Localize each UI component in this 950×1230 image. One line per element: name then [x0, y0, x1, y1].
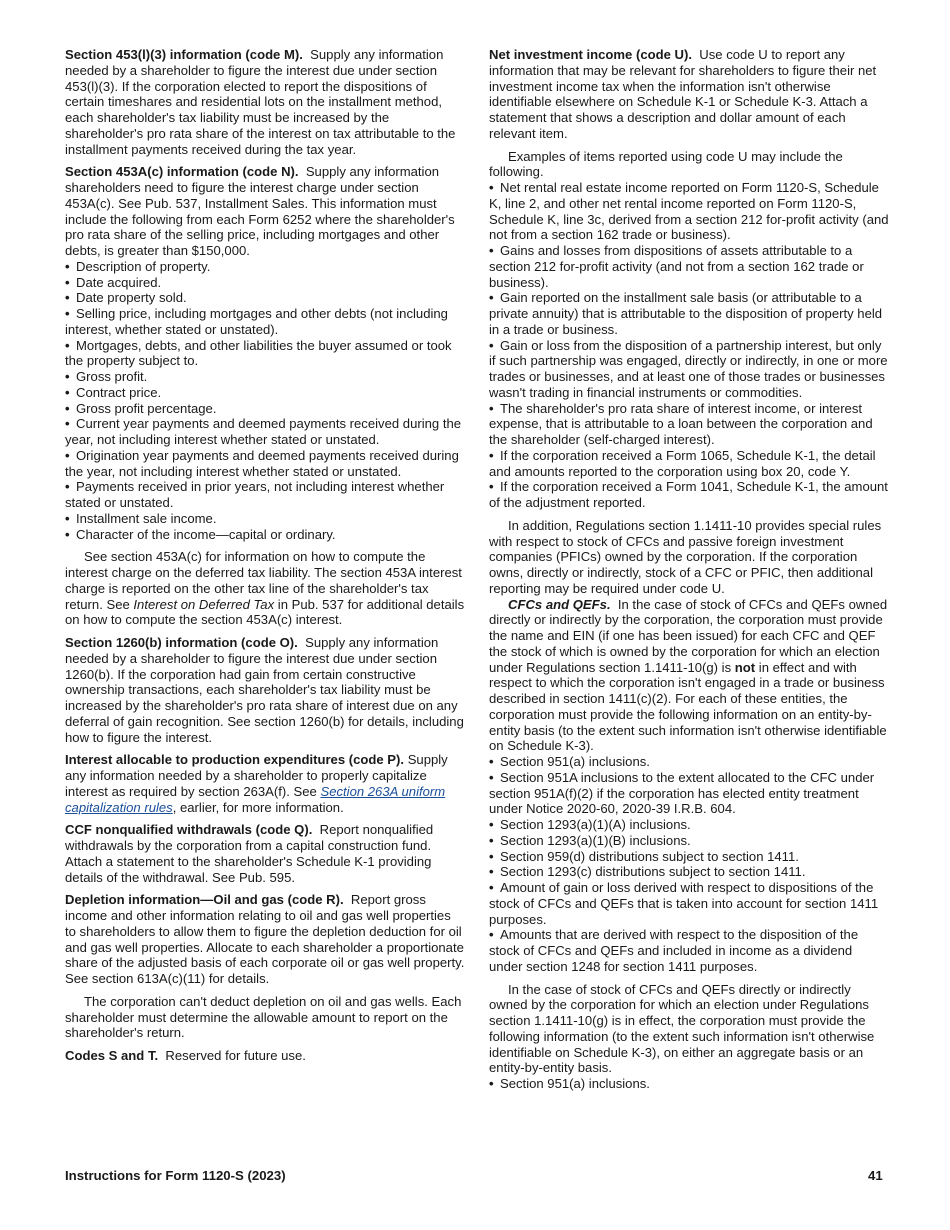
right-column — [489, 47, 889, 1092]
list-item: • Payments received in prior years, not including interest whether stated or unstated. — [65, 479, 465, 511]
code-n-see-paragraph — [65, 549, 465, 628]
cfc-qef-body-2: in effect and with respect to which the corporation isn't engaged in a trade or business described in section 1411(c)(2). For each of these entities, the corporation must provide the following information on an entity-by-entity basis (to the extent such information isn't otherwise identifiable on Schedule K-3). — [489, 659, 887, 754]
cfc-qef-not: not — [734, 659, 756, 675]
code-u-bullet-list — [489, 180, 889, 511]
code-p-body-2: , earlier, for more information. — [172, 799, 344, 815]
code-m-heading: Section 453(l)(3) information (code M). — [65, 47, 303, 62]
cfc-qef-bullet-list — [489, 754, 889, 975]
list-item: • Contract price. — [65, 385, 465, 401]
list-item: • Gains and losses from dispositions of assets attributable to a section 212 for-profit activity (and not from a section 162 trade or business). — [489, 243, 889, 290]
code-p-paragraph — [65, 752, 465, 815]
list-item: • Date property sold. — [65, 290, 465, 306]
list-item: • Date acquired. — [65, 275, 465, 291]
code-r-paragraph — [65, 892, 465, 987]
list-item: • Section 951(a) inclusions. — [489, 754, 889, 770]
code-r-body: Report gross income and other information relating to oil and gas well properties to shareholders to allow them to figure the depletion deduction for oil and gas well properties. Allocate to each shareholder a proportionate share of the adjusted basis of each corporate oil or gas well property. See section 613A(c)(11) for details. — [65, 892, 465, 986]
list-item: • Amounts that are derived with respect to the disposition of the stock of CFCs and QEFs and included in income as a dividend under section 1248 for section 1411 purposes. — [489, 927, 889, 974]
code-n-see-text-2: in Pub. 537 for additional details on how to compute the section 453A(c) interest. — [65, 596, 465, 628]
cfc-qef-heading: CFCs and QEFs. — [508, 596, 611, 612]
list-item: • Net rental real estate income reported on Form 1120-S, Schedule K, line 2, and other net rental income reported on Form 1120-S, Schedule K, line 3c, derived from a section 212 for-profit activity (and not from a section 162 trade or business). — [489, 180, 889, 243]
cfc-qef-body-1: In the case of stock of CFCs and QEFs owned directly or indirectly by the corporation, the corporation must provide the name and EIN (if one has been issued) for each CFC and QEF the stock of which is owned by the corporation for which an election under Regulations section 1.1411-10(g) is — [489, 596, 888, 675]
code-u-examples-intro: Examples of items reported using code U may include the following. — [489, 148, 843, 180]
code-p-heading: Interest allocable to production expenditures (code P). — [65, 752, 405, 768]
list-item: • Mortgages, debts, and other liabilities the buyer assumed or took the property subject to. — [65, 338, 465, 370]
list-item: • Origination year payments and deemed payments received during the year, not including interest whether stated or unstated. — [65, 448, 465, 480]
page-number: 41 — [868, 1168, 883, 1183]
list-item: • Section 1293(c) distributions subject to section 1411. — [489, 864, 889, 880]
list-item: • Description of property. — [65, 259, 465, 275]
code-n-bullet-list — [65, 259, 465, 543]
list-item: • Section 951A inclusions to the extent allocated to the CFC under section 951A(f)(2) if the corporation has elected entity treatment under Notice 2020-60, 2020-39 I.R.B. 604. — [489, 770, 889, 817]
list-item: • Section 1293(a)(1)(A) inclusions. — [489, 817, 889, 833]
list-item: • Amount of gain or loss derived with respect to dispositions of the stock of CFCs and QEFs that is taken into account for section 1411 purposes. — [489, 880, 889, 927]
list-item: • Character of the income—capital or ordinary. — [65, 527, 465, 543]
code-o-heading: Section 1260(b) information (code O). — [65, 635, 298, 650]
code-m-body: Supply any information needed by a shareholder to figure the interest due under section 453(l)(3). If the corporation elected to report the dispositions of certain timeshares and residential lots on the installment method, each shareholder's tax liability must be increased by the shareholder's pro rata share of the interest on tax attributable to the installment payments received during the tax year. — [65, 47, 456, 157]
list-item: • Gain or loss from the disposition of a partnership interest, but only if such partnership was engaged, directly or indirectly, in one or more trades or businesses, and at least one of those trades or businesses wasn't trading in financial instruments or commodities. — [489, 338, 889, 401]
code-u-body: Use code U to report any information that may be relevant for shareholders to figure their net investment income tax when the information isn't otherwise identifiable elsewhere on Schedule K-1 or Schedule K-3. Attach a statement that shows a description and dollar amount of each relevant item. — [489, 47, 877, 141]
regulations-paragraph: In addition, Regulations section 1.1411-10 provides special rules with respect to stock of CFCs and passive foreign investment companies (PFICs) owned by the corporation. If the corporation owns, directly or indirectly, stock of a CFC or PFIC, then additional reporting may be required under code U. — [489, 517, 882, 596]
section-263a-link[interactable]: Section 263A uniform capitalization rules — [65, 783, 446, 815]
code-n-see-text-1: See section 453A(c) for information on how to compute the interest charge on the deferred tax liability. The section 453A interest charge is reported on the other tax line of the shareholder's tax return. See — [65, 549, 462, 612]
cfc-qef-paragraph — [489, 597, 889, 755]
list-item: • Gain reported on the installment sale basis (or attributable to a private annuity) that is attributable to the disposition of property held in a trade or business. — [489, 290, 889, 337]
election-paragraph: In the case of stock of CFCs and QEFs directly or indirectly owned by the corporation for which an election under Regulations section 1.1411-10(g) is in effect, the corporation must provide the following information (to the extent such information isn't otherwise identifiable on Schedule K-3), on either an aggregate basis or an entity-by-entity basis. — [489, 981, 875, 1076]
code-o-paragraph — [65, 635, 465, 745]
list-item: • If the corporation received a Form 1041, Schedule K-1, the amount of the adjustment reported. — [489, 479, 889, 511]
code-u-heading: Net investment income (code U). — [489, 47, 692, 62]
code-q-body: Report nonqualified withdrawals by the corporation from a capital construction fund. Attach a statement to the shareholder's Schedule K-1 providing details of the withdrawal. See Pub. 595. — [65, 822, 434, 885]
list-item: • Section 959(d) distributions subject to section 1411. — [489, 849, 889, 865]
election-bullet-list — [489, 1076, 889, 1092]
code-n-body: Supply any information shareholders need to figure the interest charge under section 453A(c). See Pub. 537, Installment Sales. This information must include the following from each Form 6252 where the shareholder's pro rata share of the selling price, including mortgages and other debts, is greater than $150,000. — [65, 164, 455, 258]
code-n-paragraph — [65, 164, 465, 259]
code-q-heading: CCF nonqualified withdrawals (code Q). — [65, 822, 313, 838]
list-item: • Section 951(a) inclusions. — [489, 1076, 889, 1092]
codes-s-t-paragraph — [65, 1048, 465, 1064]
code-r-depletion-paragraph: The corporation can't deduct depletion on oil and gas wells. Each shareholder must determine the allowable amount to report on the shareholder's return. — [65, 993, 462, 1041]
codes-s-t-heading: Codes S and T. — [65, 1048, 159, 1063]
code-n-see-emphasis: Interest on Deferred Tax — [133, 596, 275, 612]
code-q-paragraph — [65, 822, 465, 885]
code-p-body-1: Supply any information needed by a shareholder to properly capitalize interest as required by section 263A(f). See — [65, 752, 448, 799]
list-item: • The shareholder's pro rata share of interest income, or interest expense, that is attributable to a loan between the corporation and the shareholder (self-charged interest). — [489, 401, 889, 448]
code-m-paragraph — [65, 47, 465, 157]
list-item: • If the corporation received a Form 1065, Schedule K-1, the detail and amounts reported to the corporation using box 20, code Y. — [489, 448, 889, 480]
code-u-paragraph — [489, 47, 889, 142]
code-n-heading: Section 453A(c) information (code N). — [65, 164, 299, 180]
list-item: • Gross profit percentage. — [65, 401, 465, 417]
codes-s-t-body: Reserved for future use. — [165, 1048, 306, 1063]
code-r-heading: Depletion information—Oil and gas (code R). — [65, 892, 344, 908]
list-item: • Section 1293(a)(1)(B) inclusions. — [489, 833, 889, 849]
list-item: • Gross profit. — [65, 369, 465, 385]
list-item: • Selling price, including mortgages and other debts (not including interest, whether stated or unstated). — [65, 306, 465, 338]
list-item: • Installment sale income. — [65, 511, 465, 527]
list-item: • Current year payments and deemed payments received during the year, not including interest whether stated or unstated. — [65, 416, 465, 448]
footer-title: Instructions for Form 1120-S (2023) — [65, 1168, 286, 1183]
left-column — [65, 47, 465, 1071]
code-o-body: Supply any information needed by a shareholder to figure the interest due under section 1260(b). If the corporation had gain from certain constructive ownership transactions, each shareholder's tax liability must be increased by the shareholder's pro rata share of interest due on any deferral of gain recognition. See section 1260(b) for details, including how to figure the interest. — [65, 635, 464, 745]
